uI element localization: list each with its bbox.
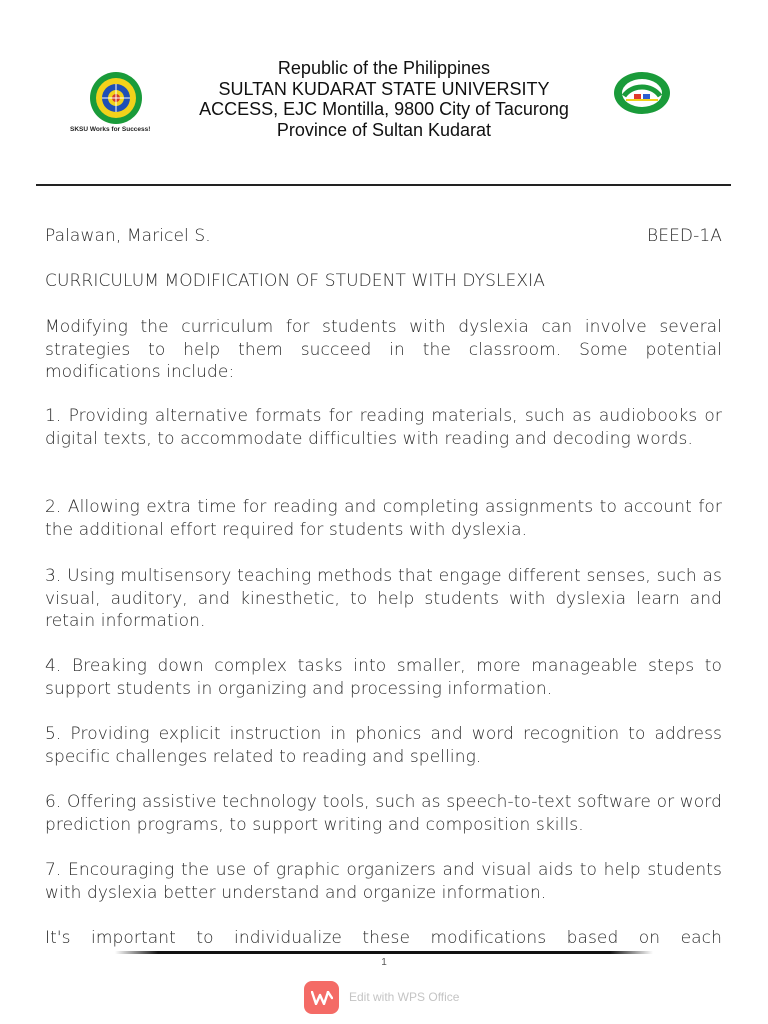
student-info-row [45, 225, 722, 248]
student-section: BEED-1A [647, 226, 722, 246]
header-line-province: Province of Sultan Kudarat [276, 119, 492, 140]
header-divider [36, 184, 731, 186]
header-line-country: Republic of the Philippines [277, 58, 491, 78]
intro-paragraph: Modifying the curriculum for students with dyslexia can involve several strategies to help them succeed in the classroom. Some potential modifications include: [45, 317, 722, 382]
student-name: Palawan, Maricel S. [45, 226, 211, 246]
wps-watermark-text[interactable]: Edit with WPS Office [349, 990, 460, 1004]
document-title: CURRICULUM MODIFICATION OF STUDENT WITH DYSLEXIA [45, 271, 545, 291]
list-item-2: 2. Allowing extra time for reading and completing assignments to account for the additional effort required for students with dyslexia. [45, 497, 722, 540]
sksu-caption: SKSU Works for Success! [70, 126, 151, 133]
document-header [170, 58, 598, 140]
sksu-seal-logo [70, 70, 170, 138]
header-line-university: SULTAN KUDARAT STATE UNIVERSITY [218, 78, 550, 99]
closing-paragraph: It's important to individualize these modifications based on each [45, 928, 722, 948]
footer-divider [115, 951, 653, 954]
list-item-1: 1. Providing alternative formats for reading materials, such as audiobooks or digital texts, to accommodate difficulties with reading and decoding words. [45, 406, 722, 449]
list-item-7: 7. Encouraging the use of graphic organizers and visual aids to help students with dyslexia better understand and organize information. [45, 860, 722, 903]
list-item-4: 4. Breaking down complex tasks into smaller, more manageable steps to support students in organizing and processing information. [45, 656, 722, 699]
header-line-campus: ACCESS, EJC Montilla, 9800 City of Tacurong [199, 99, 569, 119]
page-number: 1 [381, 957, 387, 968]
list-item-5: 5. Providing explicit instruction in phonics and word recognition to address specific challenges related to reading and spelling. [45, 724, 722, 767]
access-campus-logo [612, 70, 672, 116]
list-item-6: 6. Offering assistive technology tools, such as speech-to-text software or word prediction programs, to support writing and composition skills. [45, 792, 722, 835]
wps-office-logo[interactable] [304, 981, 339, 1014]
list-item-3: 3. Using multisensory teaching methods that engage different senses, such as visual, auditory, and kinesthetic, to help students with dyslexia learn and retain information. [45, 566, 722, 631]
